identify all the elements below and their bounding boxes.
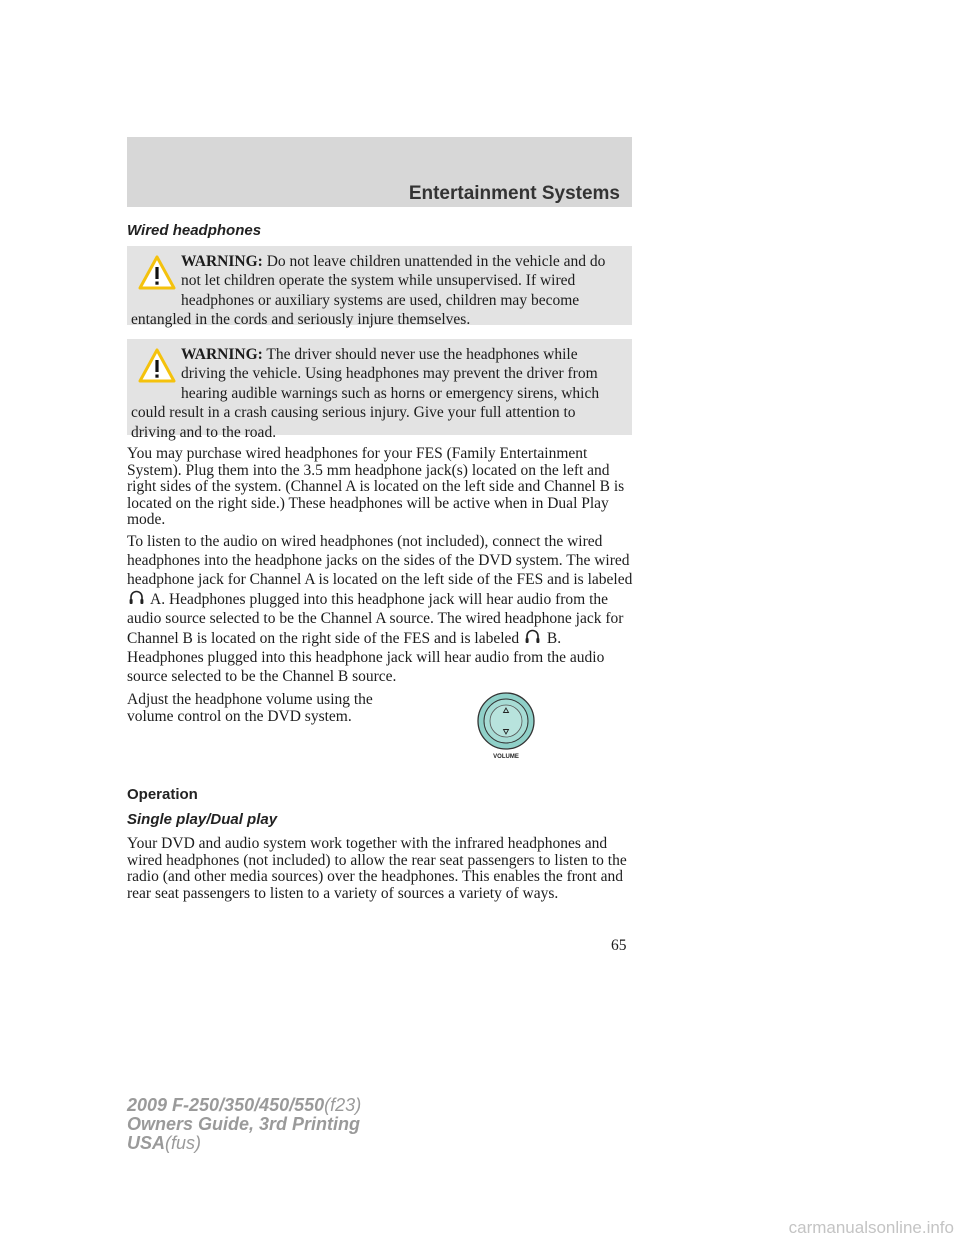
paragraph-adjust-volume: Adjust the headphone volume using the volume control on the DVD system. [127,691,373,725]
warning-text: Do not leave children unattended in the vehicle and do not let children operate the system while unsupervised. If wired headphones or auxiliary systems are used, children may become entangled in the cords and seriously injure themselves. [131,253,606,329]
footer-model: 2009 F-250/350/450/550 [127,1095,325,1115]
warning-text: The driver should never use the headphones while driving the vehicle. Using headphones may prevent the driver from hearing audible warnings such as horns or emergency sirens, which could result in a crash causing serious injury. Give your full attention to driving and to the road. [131,346,600,441]
warning-triangle-icon [137,347,177,385]
section-title-operation: Operation [127,786,198,803]
paragraph-text: B. Headphones plugged into this headphone jack will hear audio from the audio source selected to be the Channel B source. [127,630,605,685]
watermark: carmanualsonline.info [788,1218,954,1237]
section-title-single-dual-play: Single play/Dual play [127,811,278,828]
paragraph-text: To listen to the audio on wired headphones (not included), connect the wired headphones into the headphone jacks on the sides of the DVD system. The wired headphone jack for Channel A is located on the left side of the FES and is labeled [127,533,633,588]
warning-label: WARNING: [181,346,263,363]
footer-printing: Owners Guide, 3rd Printing [127,1114,361,1134]
paragraph-single-dual-play: Your DVD and audio system work together with the infrared headphones and wired headphones (not included) to allow the rear seat passengers to listen to the radio (and other media sources) over the headphones. This enables the front and rear seat passengers to listen to a variety of sources a variety of ways. [127,835,627,902]
document-footer [127,1096,361,1153]
footer-region-code: (fus) [165,1133,202,1153]
volume-label: VOLUME [493,754,519,760]
paragraph-purchase-headphones: You may purchase wired headphones for your FES (Family Entertainment System). Plug them into the 3.5 mm headphone jack(s) located on the left and right sides of the system. (Channel A is located on the left side and Channel B is located on the right side.) These headphones will be active when in Dual Play mode. [127,445,625,528]
header-band [127,137,632,207]
volume-knob-illustration [476,691,536,761]
page-header-title: Entertainment Systems [408,183,620,204]
paragraph-text: A. Headphones plugged into this headphone jack will hear audio from the audio source selected to be the Channel A source. The wired headphone jack for Channel B is located on the right side of the FES and is labeled [127,591,624,647]
page-number: 65 [611,937,627,954]
headphone-icon [524,628,541,645]
headphone-icon [128,589,145,606]
warning-label: WARNING: [181,253,263,270]
warning-box-driver [127,339,632,441]
footer-code: (f23) [324,1095,362,1115]
warning-triangle-icon [137,254,177,292]
footer-region: USA [127,1133,166,1153]
paragraph-connect-headphones [127,532,637,686]
section-title-wired-headphones: Wired headphones [127,222,262,239]
warning-box-children [127,246,632,329]
